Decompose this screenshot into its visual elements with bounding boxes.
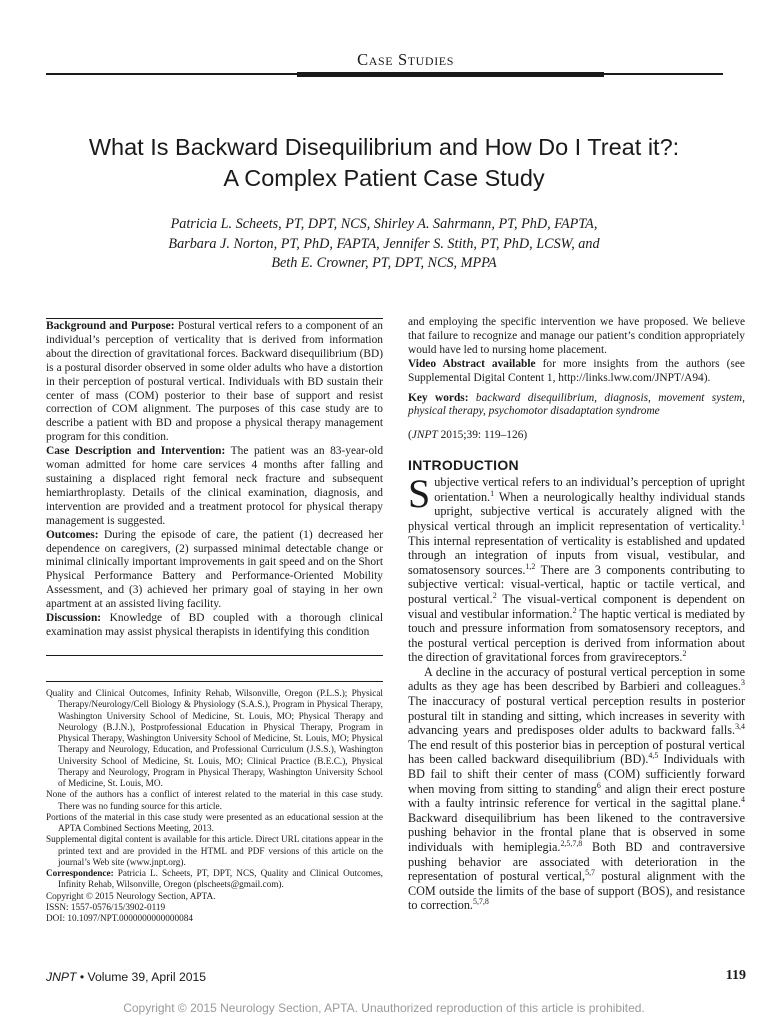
correspondence-text: Patricia L. Scheets, PT, DPT, NCS, Quality and Clinical Outcomes, Infinity Rehab, Wilsonville, Oregon (plscheets@gmail.com). — [58, 869, 383, 891]
footer-journal-info — [46, 970, 206, 984]
keywords-label: Key words: — [408, 391, 469, 404]
author-list — [80, 215, 688, 274]
video-abstract — [408, 358, 745, 386]
footer-bullet: • — [76, 970, 88, 984]
video-text: for more insights from the authors (see Supplemental Digital Content 1, http://links.lww.com/JNPT/A94). — [408, 357, 745, 384]
background-text: Postural vertical refers to a component of an individual’s perception of verticality that is derived from information about the direction of gravitational forces. Backward disequilibrium (BD) is a postural disorder observed in some older adults who have a distortion in their perception of postural vertical. Individuals with BD sustain their center of mass (COM) posterior to their base of support and resist correction of COM alignment. The purposes of this case study are to describe a patient with BD and propose a physical therapy management program for this condition. — [46, 320, 383, 444]
authors-line-1: Patricia L. Scheets, PT, DPT, NCS, Shirley A. Sahrmann, PT, PhD, FAPTA, — [170, 216, 598, 232]
copyright-line: Copyright © 2015 Neurology Section, APTA. Unauthorized reproduction of this article is prohibited. — [123, 1001, 645, 1015]
authors-line-2: Barbara J. Norton, PT, PhD, FAPTA, Jennifer S. Stith, PT, PhD, LCSW, and — [168, 235, 600, 252]
intro-text: ubjective vertical refers to an individual’s perception of upright orientation. — [434, 475, 745, 504]
intro-text: The inaccuracy of postural vertical perception results in posterior postural tilt in standing and sitting, which increases in severity with advancing years and predisposes older adults to backward falls. — [408, 694, 745, 738]
reference: 3,4 — [735, 722, 745, 732]
abstract-case — [46, 445, 383, 528]
introduction-heading: INTRODUCTION — [408, 457, 519, 474]
reference: 3 — [741, 678, 745, 688]
reference: 6 — [596, 780, 601, 790]
section-label: Case Studies — [357, 50, 454, 69]
copyright-note: Copyright © 2015 Neurology Section, APTA. — [46, 891, 216, 902]
reference: 1 — [490, 488, 495, 498]
drop-cap: S — [408, 471, 431, 517]
citation: (JNPT 2015;39: 119–126) — [408, 429, 528, 442]
reference: 5,7 — [585, 868, 596, 878]
case-label: Case Description and Intervention: — [46, 445, 226, 458]
correspondence — [46, 869, 383, 892]
abstract-continued: and employing the specific intervention we have proposed. We believe that failure to recognize and manage our patient’s condition appropriately would have led to nursing home placement. — [408, 316, 745, 356]
outcomes-label: Outcomes: — [46, 528, 99, 541]
intro-text: Backward disequilibrium has been likened to the contraversive pushing behavior in the frontal plane that is observed in some individuals with hemiplegia. — [408, 810, 745, 854]
abstract-discussion — [46, 612, 383, 640]
affiliations — [46, 689, 383, 925]
conflict-statement: None of the authors has a conflict of interest related to the material in this case study. There was no funding source for this article. — [46, 790, 383, 812]
abstract — [46, 320, 383, 640]
header-rule-accent — [297, 72, 604, 77]
intro-text: The visual-vertical component is dependent on visual and vestibular information. — [408, 591, 745, 621]
keywords — [408, 392, 745, 420]
intro-text: Both BD and contraversive pushing behavior are associated with deterioration in the representation of postural vertical, — [408, 840, 746, 884]
reference: 1 — [741, 517, 745, 527]
reference: 1,2 — [525, 561, 536, 571]
reference: 4 — [741, 795, 745, 805]
footer-journal: JNPT — [46, 970, 77, 984]
article-title — [30, 132, 738, 194]
footer-issue: Volume 39, April 2015 — [87, 970, 207, 984]
intro-text: The end result of this posterior bias in perception of postural vertical has been called backward disequilibrium (BD). — [408, 737, 745, 767]
background-label: Background and Purpose: — [46, 320, 175, 332]
presentation-note: Portions of the material in this case study were presented as an educational session at the APTA Combined Sections Meeting, 2013. — [46, 812, 383, 834]
intro-paragraph-2 — [408, 665, 745, 913]
intro-text: and align their erect posture with a faulty intrinsic reference for vertical in the sagittal plane. — [408, 781, 745, 811]
title-line-1: What Is Backward Disequilibrium and How Do I Treat it?: — [88, 134, 680, 160]
intro-text: The haptic vertical is mediated by touch and pressure information from somatosensory receptors, and the postural vertical perception is derived from information about the direction of gravitational forces from gravireceptors. — [408, 606, 746, 665]
intro-text: When a neurologically healthy individual stands upright, subjective vertical is accurately aligned with the physical vertical through an implicit representation of verticality. — [408, 489, 745, 533]
intro-text: This internal representation of verticality is established and updated through an integration of inputs from visual, vestibular, and somatosensory sources. — [408, 533, 745, 577]
video-label: Video Abstract available — [408, 357, 536, 370]
intro-text: There are 3 components contributing to subjective vertical: visual-vertical, haptic or tactile vertical, and postural vertical. — [408, 562, 745, 606]
abstract-rule-bottom — [46, 655, 383, 656]
abstract-outcomes — [46, 529, 383, 612]
reference: 5,7,8 — [472, 897, 489, 907]
intro-text: postural alignment with the COM outside the limits of the base of support (BOS), and resistance to correction. — [408, 869, 745, 913]
citation-journal: JNPT — [411, 429, 438, 442]
doi: DOI: 10.1097/NPT.0000000000000084 — [46, 914, 194, 924]
section-header — [357, 50, 454, 70]
correspondence-label: Correspondence: — [46, 869, 114, 879]
supplemental-note: Supplemental digital content is available for this article. Direct URL citations appear in the printed text and are provided in the HTML and PDF versions of this article on the journal’s Web site (www.jnpt.org). — [46, 835, 383, 868]
outcomes-text: During the episode of care, the patient (1) decreased her dependence on caregivers, (2) surpassed minimal detectable change or minimal clinically important improvements in gait speed and on the Short Physical Performance Battery and Performance-Oriented Mobility Assessment, and (3) achieved her primary goal of staying in her own apartment at an assisted living facility. — [46, 528, 383, 611]
intro-paragraph-1 — [408, 471, 746, 665]
page-number: 119 — [725, 968, 746, 983]
introduction-body — [408, 471, 746, 913]
reference: 2 — [572, 605, 577, 615]
reference: 2 — [492, 590, 497, 600]
right-column — [408, 316, 745, 913]
keywords-text: backward disequilibrium, diagnosis, movement system, physical therapy, psychomotor disadaptation syndrome — [408, 391, 745, 418]
affiliation-text: Quality and Clinical Outcomes, Infinity Rehab, Wilsonville, Oregon (P.L.S.); Physical Therapy/Neurology/Cell Biology & Physiology (S.A.S.), Program in Physical Therapy, Washington University School of Medicine, St. Louis, MO; Physical Therapy and Neurology (B.J.N.), Postprofessional Education in Physical Therapy, Program in Physical Therapy, Washington University School of Medicine, St. Louis, MO; Physical Therapy and Neurology, Education, and Professional Curriculum (J.S.S.), Washington University School of Medicine, St. Louis, MO; Clinical Practice (B.E.C.), Physical Therapy and Neurology, Program in Physical Therapy, Washington University School of Medicine, St. Louis, MO. — [46, 689, 383, 789]
intro-text: A decline in the accuracy of postural vertical perception in some adults as they age has been described by Barbieri and colleagues. — [408, 664, 745, 694]
discussion-label: Discussion: — [46, 612, 102, 625]
authors-line-3: Beth E. Crowner, PT, DPT, NCS, MPPA — [271, 255, 497, 272]
discussion-text: Knowledge of BD coupled with a thorough clinical examination may assist physical therapists in identifying this condition — [46, 612, 383, 638]
intro-text: Individuals with BD fail to shift their center of mass (COM) sufficiently forward when moving from sitting to standing — [408, 752, 745, 796]
reference: 4,5 — [648, 751, 659, 761]
citation-rest: 2015;39: 119–126) — [437, 429, 528, 442]
abstract-rule-top — [46, 318, 383, 319]
title-line-2: A Complex Patient Case Study — [223, 165, 545, 191]
reference: 2,5,7,8 — [560, 838, 583, 848]
reference: 2 — [682, 649, 687, 659]
case-text: The patient was an 83-year-old woman admitted for home care services 4 months after falling and sustaining a displaced right femoral neck fracture and subsequent hemiarthroplasty. Details of the clinical examination, diagnosis, and intervention are provided and a treatment protocol for physical therapy management is suggested. — [46, 445, 384, 527]
issn: ISSN: 1557-0576/15/3902-0119 — [46, 902, 166, 913]
abstract-background — [46, 320, 383, 445]
affiliations-rule — [46, 681, 383, 682]
